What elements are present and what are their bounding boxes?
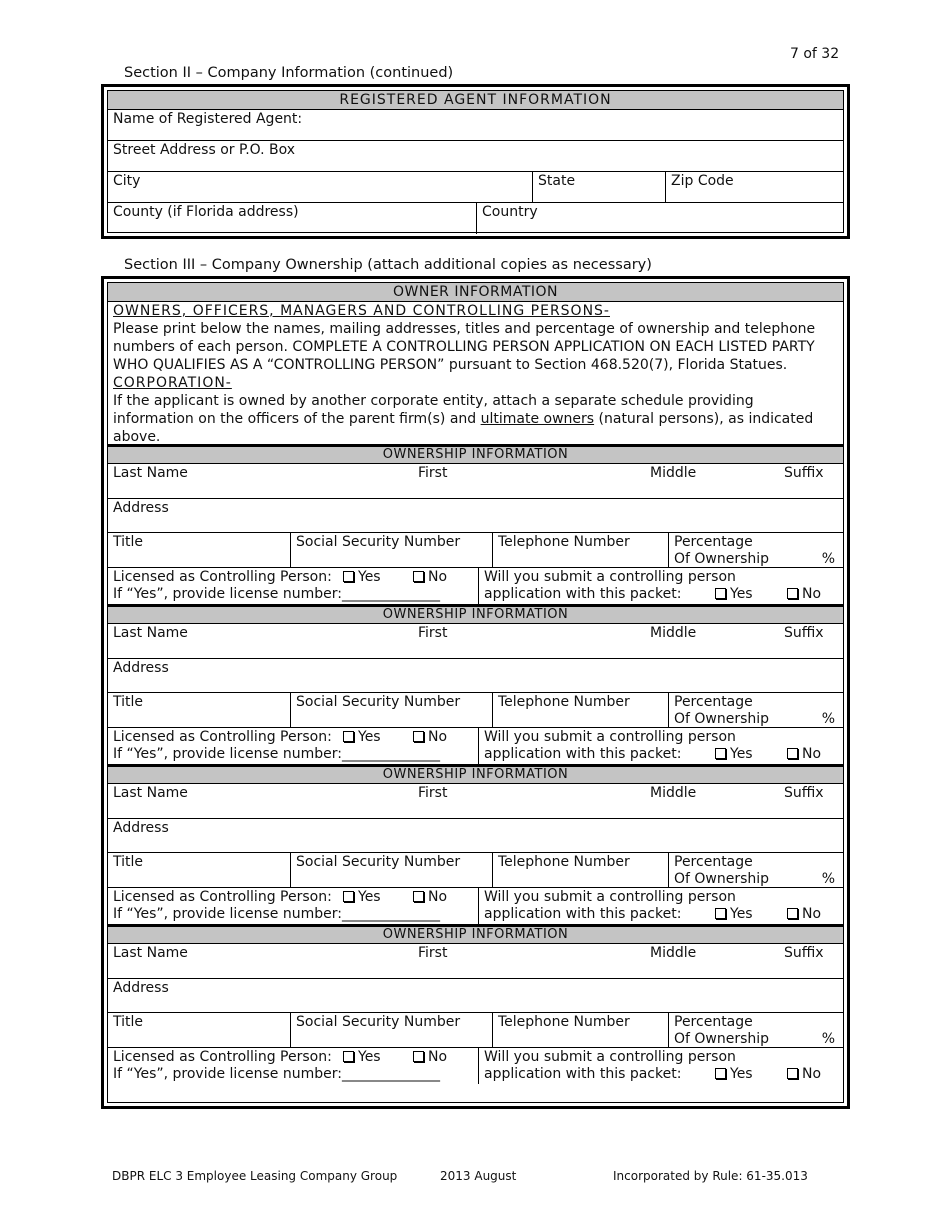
telephone-field[interactable]	[492, 1013, 668, 1047]
registered-agent-box	[101, 84, 850, 239]
corporation-text-underlined: ultimate owners	[480, 411, 595, 427]
licensed-yes-option[interactable]: Yes	[343, 569, 381, 586]
suffix-label: Suffix	[784, 465, 824, 481]
title-field[interactable]	[108, 693, 290, 727]
address-row[interactable]	[108, 659, 843, 693]
owners-text: Please print below the names, mailing addresses, titles and percentage of ownership and telephone numbers of each person. COMPLETE A CONTROLLING PERSON APPLICATION ON EACH LISTED PARTY WHO QUALIFIES AS A “CONTROLLING PERSON” pursuant to Section 468.520(7), Florida Statues.	[113, 321, 816, 373]
submit-label-2: application with this packet:	[484, 586, 682, 602]
submit-field	[478, 1048, 843, 1084]
ownership-blocks	[108, 444, 843, 1084]
submit-line-2	[484, 746, 838, 763]
address-row[interactable]	[108, 499, 843, 533]
licensed-label: Licensed as Controlling Person:	[113, 1049, 332, 1065]
agent-county-row	[108, 203, 843, 234]
registered-agent-bar: REGISTERED AGENT INFORMATION	[108, 91, 843, 110]
agent-country-field[interactable]	[476, 203, 843, 234]
ssn-field[interactable]	[290, 1013, 492, 1047]
agent-street-row[interactable]	[108, 141, 843, 172]
licensed-no-checkbox[interactable]	[413, 731, 424, 742]
section-3-heading: Section III – Company Ownership (attach additional copies as necessary)	[124, 257, 652, 273]
licensed-line	[113, 1049, 473, 1066]
suffix-label: Suffix	[784, 625, 824, 641]
agent-city-row	[108, 172, 843, 203]
first-name-label: First	[418, 785, 448, 801]
agent-zip-field[interactable]	[665, 172, 843, 202]
submit-no-checkbox[interactable]	[787, 588, 798, 599]
licensed-no-option[interactable]: No	[413, 729, 447, 746]
ownership-bar: OWNERSHIP INFORMATION	[108, 767, 843, 784]
licensed-line	[113, 569, 473, 586]
percentage-label-2: Of Ownership %	[674, 711, 835, 727]
submit-yes-checkbox[interactable]	[715, 908, 726, 919]
licensed-no-checkbox[interactable]	[413, 1051, 424, 1062]
submit-no-option[interactable]: No	[787, 586, 821, 603]
agent-name-label: Name of Registered Agent:	[113, 111, 303, 127]
ssn-label: Social Security Number	[296, 534, 461, 550]
name-row[interactable]	[108, 464, 843, 499]
licensed-yes-option[interactable]: Yes	[343, 889, 381, 906]
agent-county-field[interactable]	[108, 203, 476, 234]
controlling-row	[108, 568, 843, 604]
percentage-label-1: Percentage	[674, 534, 753, 550]
submit-label-1: Will you submit a controlling person	[484, 729, 736, 745]
percentage-field[interactable]	[668, 533, 843, 567]
telephone-field[interactable]	[492, 853, 668, 887]
first-name-label: First	[418, 465, 448, 481]
license-number-line[interactable]: If “Yes”, provide license number:______________	[113, 746, 440, 762]
telephone-label: Telephone Number	[498, 694, 630, 710]
percent-sign: %	[821, 711, 835, 727]
percent-sign: %	[821, 871, 835, 887]
licensed-no-checkbox[interactable]	[413, 891, 424, 902]
licensed-no-checkbox[interactable]	[413, 571, 424, 582]
title-field[interactable]	[108, 1013, 290, 1047]
footer-form-name: DBPR ELC 3 Employee Leasing Company Group	[112, 1169, 398, 1183]
submit-no-checkbox[interactable]	[787, 908, 798, 919]
submit-field	[478, 568, 843, 604]
submit-label-1: Will you submit a controlling person	[484, 889, 736, 905]
submit-yes-option[interactable]: Yes	[715, 1066, 753, 1083]
agent-country-label: Country	[482, 204, 538, 220]
ssn-field[interactable]	[290, 533, 492, 567]
controlling-row	[108, 888, 843, 924]
agent-county-label: County (if Florida address)	[113, 204, 299, 220]
license-number-line[interactable]: If “Yes”, provide license number:______________	[113, 1066, 440, 1082]
ssn-field[interactable]	[290, 693, 492, 727]
submit-yes-checkbox[interactable]	[715, 1068, 726, 1079]
name-row[interactable]	[108, 624, 843, 659]
footer-date: 2013 August	[440, 1169, 517, 1183]
agent-name-row[interactable]	[108, 110, 843, 141]
address-label: Address	[113, 660, 169, 676]
ssn-label: Social Security Number	[296, 854, 461, 870]
address-label: Address	[113, 820, 169, 836]
telephone-label: Telephone Number	[498, 534, 630, 550]
percentage-label-2: Of Ownership %	[674, 1031, 835, 1047]
title-label: Title	[113, 534, 144, 550]
percentage-label-1: Percentage	[674, 854, 753, 870]
address-row[interactable]	[108, 819, 843, 853]
middle-name-label: Middle	[650, 945, 697, 961]
agent-state-label: State	[538, 173, 576, 189]
submit-yes-option[interactable]: Yes	[715, 906, 753, 923]
corporation-text	[113, 392, 838, 446]
percentage-field[interactable]	[668, 693, 843, 727]
licensed-field	[108, 728, 478, 764]
percentage-field[interactable]	[668, 853, 843, 887]
ownership-block	[108, 604, 843, 764]
submit-line-2	[484, 586, 838, 603]
submit-line-2	[484, 906, 838, 923]
address-label: Address	[113, 980, 169, 996]
last-name-label: Last Name	[113, 465, 188, 481]
middle-name-label: Middle	[650, 625, 697, 641]
submit-yes-checkbox[interactable]	[715, 588, 726, 599]
percentage-field[interactable]	[668, 1013, 843, 1047]
submit-label-2: application with this packet:	[484, 906, 682, 922]
licensed-field	[108, 1048, 478, 1084]
license-number-line[interactable]: If “Yes”, provide license number:______________	[113, 906, 440, 922]
controlling-row	[108, 728, 843, 764]
footer-rule: Incorporated by Rule: 61-35.013	[613, 1169, 808, 1183]
owner-information-box	[101, 276, 850, 1109]
submit-yes-option[interactable]: Yes	[715, 746, 753, 763]
ownership-bar: OWNERSHIP INFORMATION	[108, 927, 843, 944]
submit-label-2: application with this packet:	[484, 1066, 682, 1082]
title-label: Title	[113, 1014, 144, 1030]
title-row	[108, 533, 843, 568]
licensed-line	[113, 729, 473, 746]
owners-heading: OWNERS, OFFICERS, MANAGERS AND CONTROLLING PERSONS-	[113, 303, 610, 319]
submit-field	[478, 888, 843, 924]
license-number-line[interactable]: If “Yes”, provide license number:______________	[113, 586, 440, 602]
ownership-block	[108, 444, 843, 604]
licensed-label: Licensed as Controlling Person:	[113, 569, 332, 585]
title-row	[108, 1013, 843, 1048]
licensed-field	[108, 568, 478, 604]
ssn-label: Social Security Number	[296, 1014, 461, 1030]
name-row[interactable]	[108, 944, 843, 979]
ownership-block	[108, 924, 843, 1084]
ssn-label: Social Security Number	[296, 694, 461, 710]
submit-line-2	[484, 1066, 838, 1083]
licensed-yes-checkbox[interactable]	[343, 891, 354, 902]
percent-sign: %	[821, 1031, 835, 1047]
licensed-no-option[interactable]: No	[413, 1049, 447, 1066]
corporation-text-part2: (natural persons), as indicated above.	[113, 411, 814, 445]
percentage-label-2: Of Ownership %	[674, 551, 835, 567]
submit-field	[478, 728, 843, 764]
percentage-label-1: Percentage	[674, 1014, 753, 1030]
licensed-yes-option[interactable]: Yes	[343, 729, 381, 746]
name-row[interactable]	[108, 784, 843, 819]
section-2-heading: Section II – Company Information (continued)	[124, 65, 454, 81]
last-name-label: Last Name	[113, 945, 188, 961]
submit-no-option[interactable]: No	[787, 906, 821, 923]
owner-instructions	[108, 302, 843, 444]
submit-label-1: Will you submit a controlling person	[484, 569, 736, 585]
percentage-label-2: Of Ownership %	[674, 871, 835, 887]
agent-city-label: City	[113, 173, 141, 189]
last-name-label: Last Name	[113, 785, 188, 801]
controlling-row	[108, 1048, 843, 1084]
telephone-label: Telephone Number	[498, 1014, 630, 1030]
submit-yes-checkbox[interactable]	[715, 748, 726, 759]
title-row	[108, 693, 843, 728]
licensed-yes-checkbox[interactable]	[343, 1051, 354, 1062]
middle-name-label: Middle	[650, 465, 697, 481]
agent-zip-label: Zip Code	[671, 173, 734, 189]
licensed-line	[113, 889, 473, 906]
telephone-field[interactable]	[492, 693, 668, 727]
corporation-text-part1: If the applicant is owned by another corporate entity, attach a separate schedule providing information on the officers of the parent firm(s) and	[113, 393, 754, 427]
title-label: Title	[113, 694, 144, 710]
licensed-label: Licensed as Controlling Person:	[113, 889, 332, 905]
suffix-label: Suffix	[784, 945, 824, 961]
licensed-label: Licensed as Controlling Person:	[113, 729, 332, 745]
address-row[interactable]	[108, 979, 843, 1013]
ownership-block	[108, 764, 843, 924]
telephone-field[interactable]	[492, 533, 668, 567]
licensed-yes-checkbox[interactable]	[343, 571, 354, 582]
title-row	[108, 853, 843, 888]
agent-state-field[interactable]	[532, 172, 665, 202]
ownership-bar: OWNERSHIP INFORMATION	[108, 607, 843, 624]
last-name-label: Last Name	[113, 625, 188, 641]
submit-no-option[interactable]: No	[787, 746, 821, 763]
middle-name-label: Middle	[650, 785, 697, 801]
licensed-no-option[interactable]: No	[413, 569, 447, 586]
licensed-field	[108, 888, 478, 924]
title-field[interactable]	[108, 853, 290, 887]
agent-city-field[interactable]	[108, 172, 532, 202]
owner-information-bar: OWNER INFORMATION	[108, 283, 843, 302]
title-label: Title	[113, 854, 144, 870]
corporation-heading: CORPORATION-	[113, 375, 232, 391]
title-field[interactable]	[108, 533, 290, 567]
agent-street-label: Street Address or P.O. Box	[113, 142, 296, 158]
first-name-label: First	[418, 625, 448, 641]
suffix-label: Suffix	[784, 785, 824, 801]
submit-no-checkbox[interactable]	[787, 1068, 798, 1079]
ssn-field[interactable]	[290, 853, 492, 887]
first-name-label: First	[418, 945, 448, 961]
ownership-bar: OWNERSHIP INFORMATION	[108, 447, 843, 464]
submit-yes-option[interactable]: Yes	[715, 586, 753, 603]
submit-no-checkbox[interactable]	[787, 748, 798, 759]
submit-label-2: application with this packet:	[484, 746, 682, 762]
submit-no-option[interactable]: No	[787, 1066, 821, 1083]
percentage-label-1: Percentage	[674, 694, 753, 710]
submit-label-1: Will you submit a controlling person	[484, 1049, 736, 1065]
page-number: 7 of 32	[790, 46, 840, 62]
licensed-yes-checkbox[interactable]	[343, 731, 354, 742]
licensed-no-option[interactable]: No	[413, 889, 447, 906]
telephone-label: Telephone Number	[498, 854, 630, 870]
percent-sign: %	[821, 551, 835, 567]
licensed-yes-option[interactable]: Yes	[343, 1049, 381, 1066]
address-label: Address	[113, 500, 169, 516]
